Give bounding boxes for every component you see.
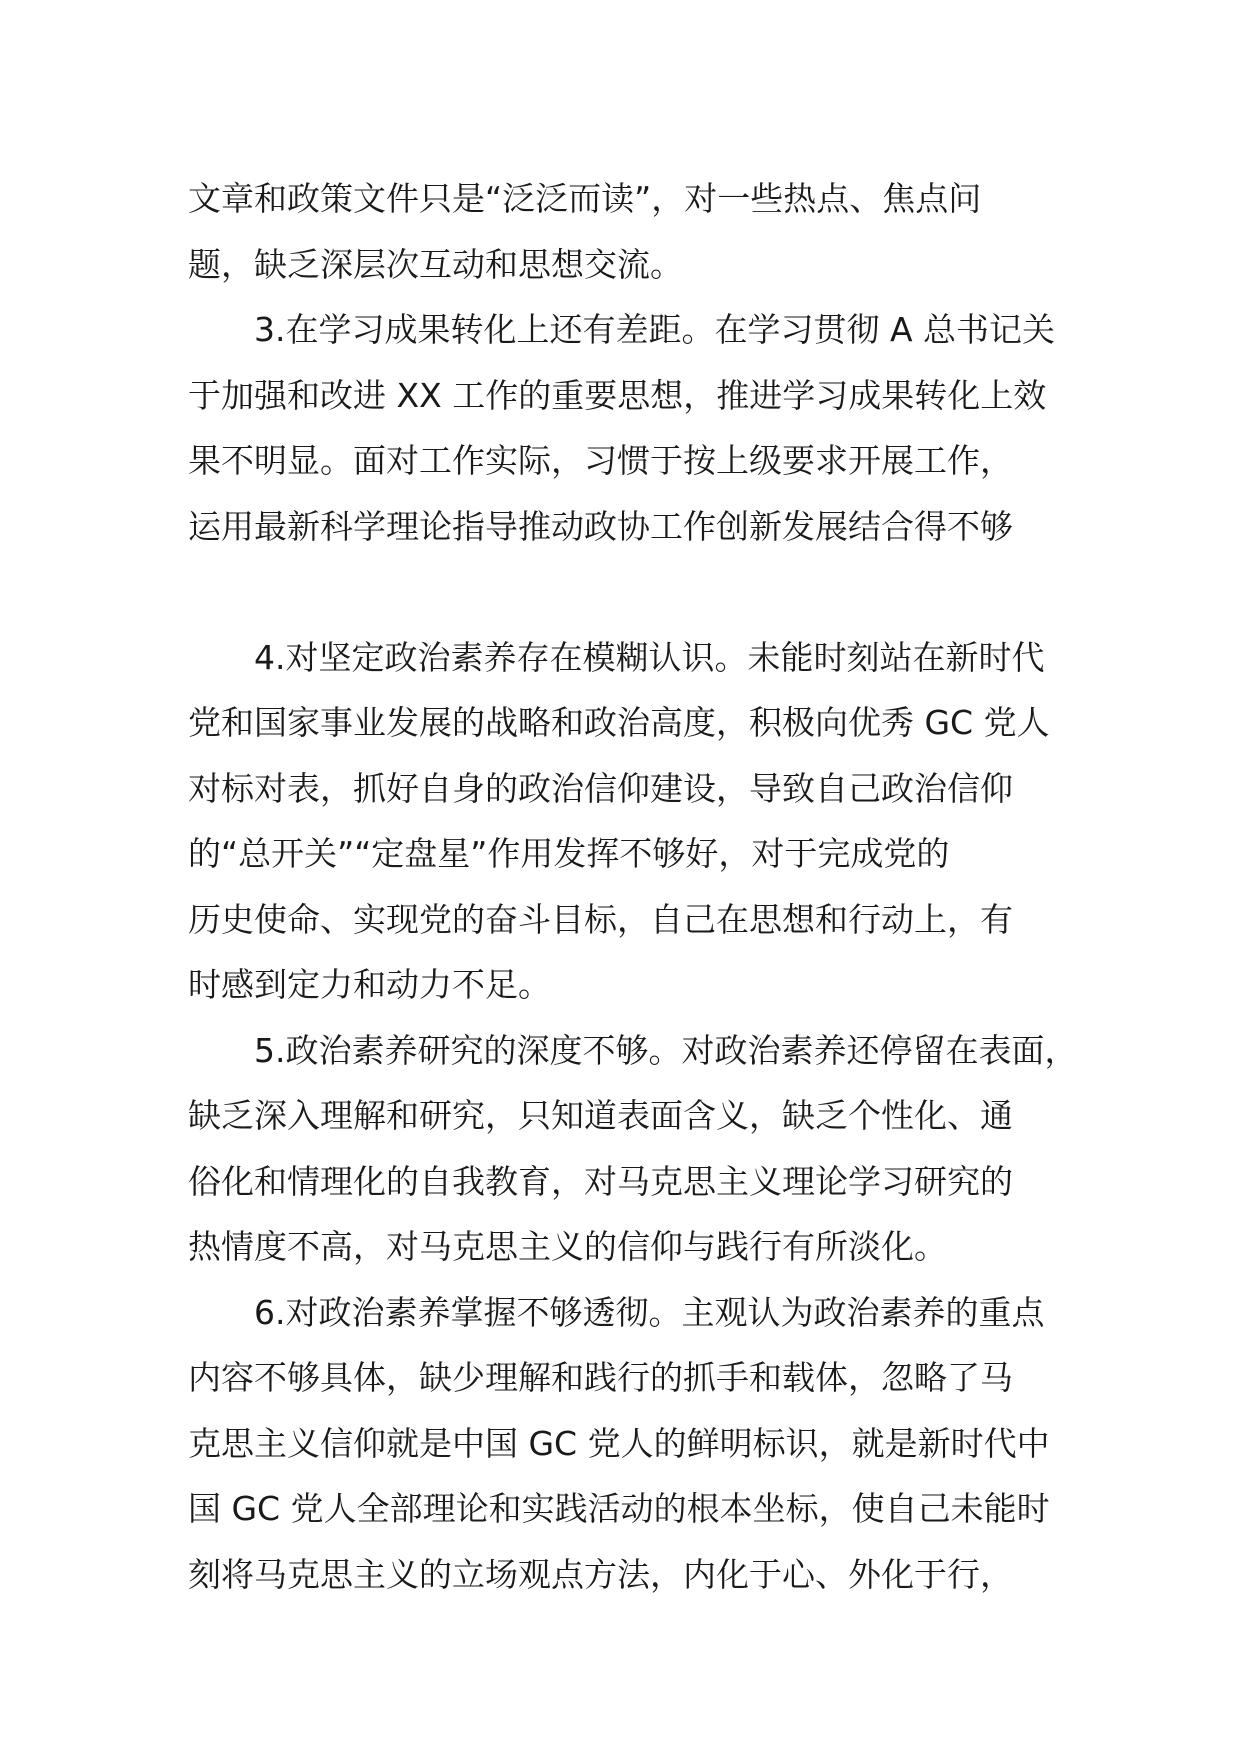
text-line: 果不明显。面对工作实际，习惯于按上级要求开展工作， bbox=[188, 441, 1013, 480]
text-line: 历史使命、实现党的奋斗目标，自己在思想和行动上，有 bbox=[188, 899, 1013, 939]
paragraph-5 bbox=[188, 1280, 1068, 1608]
text-line: 缺乏深入理解和研究，只知道表面含义，缺乏个性化、通 bbox=[188, 1096, 1013, 1135]
text-line: 于加强和改进 XX 工作的重要思想，推进学习成果转化上效 bbox=[188, 375, 1047, 415]
text-line: 4.对坚定政治素养存在模糊认识。未能时刻站在新时代 bbox=[254, 637, 1045, 677]
text-line: 内容不够具体，缺少理解和践行的抓手和载体，忽略了马 bbox=[188, 1358, 1013, 1397]
text-line: 3.在学习成果转化上还有差距。在学习贯彻 A 总书记关 bbox=[254, 310, 1056, 349]
text-line: 克思主义信仰就是中国 GC 党人的鲜明标识，就是新时代中 bbox=[188, 1423, 1050, 1463]
text-line: 6.对政治素养掌握不够透彻。主观认为政治素养的重点 bbox=[254, 1292, 1045, 1332]
paragraph-4 bbox=[188, 1018, 1078, 1280]
text-line: 时感到定力和动力不足。 bbox=[188, 965, 551, 1004]
blank-line bbox=[188, 559, 1068, 625]
text-line: 对标对表，抓好自身的政治信仰建设，导致自己政治信仰 bbox=[188, 768, 1013, 808]
text-line: 刻将马克思主义的立场观点方法，内化于心、外化于行， bbox=[188, 1554, 1013, 1594]
paragraph-1 bbox=[188, 166, 1068, 297]
text-line: 国 GC 党人全部理论和实践活动的根本坐标，使自己未能时 bbox=[188, 1489, 1050, 1528]
paragraph-3 bbox=[188, 625, 1068, 1018]
text-line: 党和国家事业发展的战略和政治高度，积极向优秀 GC 党人 bbox=[188, 703, 1050, 742]
text-line: 俗化和情理化的自我教育，对马克思主义理论学习研究的 bbox=[188, 1161, 1013, 1201]
text-line: 运用最新科学理论指导推动政协工作创新发展结合得不够 bbox=[188, 506, 1013, 546]
text-line: 的“总开关”“定盘星”作用发挥不够好，对于完成党的 bbox=[188, 834, 950, 873]
text-line: 文章和政策文件只是“泛泛而读”，对一些热点、焦点问 bbox=[188, 179, 982, 218]
document-body bbox=[188, 166, 1078, 1607]
paragraph-2 bbox=[188, 297, 1068, 559]
text-line: 5.政治素养研究的深度不够。对政治素养还停留在表面， bbox=[254, 1030, 1078, 1070]
text-line: 题，缺乏深层次互动和思想交流。 bbox=[188, 244, 683, 284]
text-line: 热情度不高，对马克思主义的信仰与践行有所淡化。 bbox=[188, 1227, 947, 1266]
